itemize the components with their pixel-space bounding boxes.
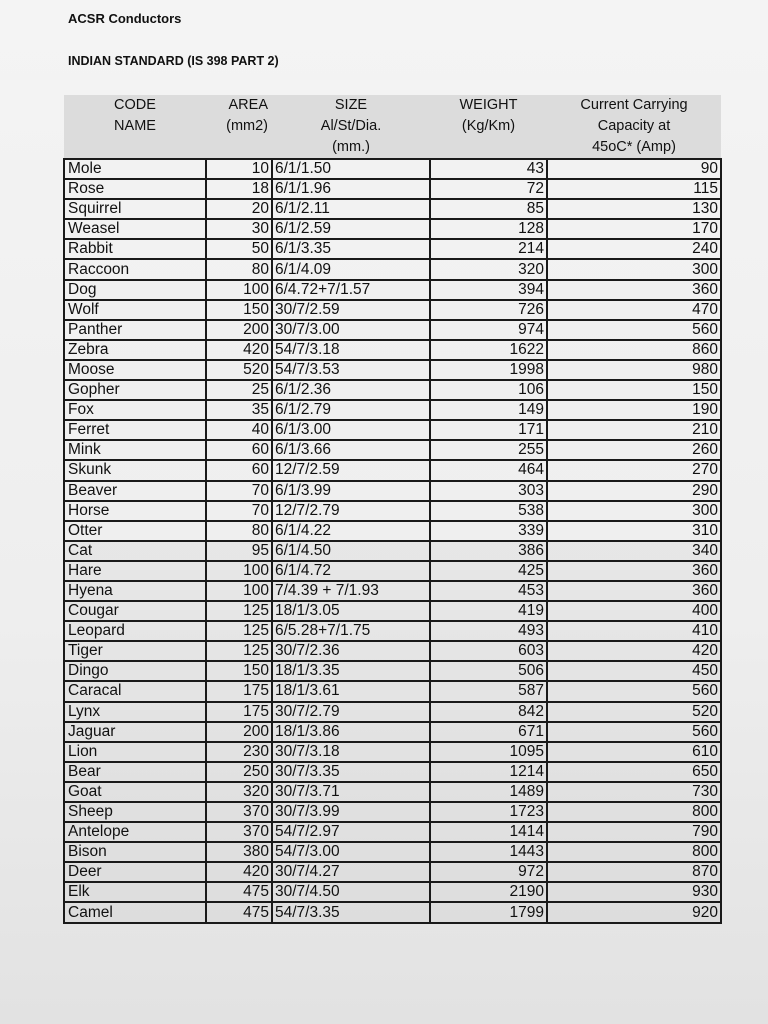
code-name-cell: Caracal (64, 681, 206, 701)
area-cell: 230 (206, 742, 272, 762)
code-name-cell: Lion (64, 742, 206, 762)
table-row (64, 521, 721, 541)
size-cell: 6/1/4.72 (272, 561, 430, 581)
code-name-cell: Dog (64, 280, 206, 300)
weight-cell: 1095 (430, 742, 547, 762)
size-cell: 6/5.28+7/1.75 (272, 621, 430, 641)
size-cell: 12/7/2.59 (272, 460, 430, 480)
table-row (64, 400, 721, 420)
conductor-table (63, 95, 722, 924)
current-capacity-cell: 860 (547, 340, 721, 360)
area-cell: 40 (206, 420, 272, 440)
area-cell: 95 (206, 541, 272, 561)
current-capacity-cell: 560 (547, 681, 721, 701)
area-cell: 370 (206, 802, 272, 822)
weight-cell: 1214 (430, 762, 547, 782)
area-cell: 200 (206, 722, 272, 742)
weight-cell: 320 (430, 259, 547, 279)
table-row (64, 581, 721, 601)
conductor-table-container (63, 95, 720, 924)
area-cell: 250 (206, 762, 272, 782)
size-cell: 6/4.72+7/1.57 (272, 280, 430, 300)
size-cell: 54/7/3.18 (272, 340, 430, 360)
area-cell: 475 (206, 882, 272, 902)
table-row (64, 219, 721, 239)
size-cell: 6/1/4.50 (272, 541, 430, 561)
table-row (64, 460, 721, 480)
weight-cell: 1489 (430, 782, 547, 802)
current-capacity-cell: 300 (547, 501, 721, 521)
table-row (64, 280, 721, 300)
code-name-cell: Goat (64, 782, 206, 802)
weight-cell: 72 (430, 179, 547, 199)
current-capacity-cell: 410 (547, 621, 721, 641)
table-row (64, 782, 721, 802)
size-cell: 6/1/3.00 (272, 420, 430, 440)
code-name-cell: Rose (64, 179, 206, 199)
table-row (64, 862, 721, 882)
size-cell: 18/1/3.35 (272, 661, 430, 681)
size-cell: 30/7/4.27 (272, 862, 430, 882)
area-cell: 20 (206, 199, 272, 219)
code-name-cell: Bear (64, 762, 206, 782)
weight-cell: 149 (430, 400, 547, 420)
code-name-cell: Skunk (64, 460, 206, 480)
weight-cell: 303 (430, 481, 547, 501)
area-cell: 50 (206, 239, 272, 259)
code-name-cell: Weasel (64, 219, 206, 239)
size-cell: 6/1/2.79 (272, 400, 430, 420)
size-cell: 54/7/2.97 (272, 822, 430, 842)
weight-cell: 671 (430, 722, 547, 742)
current-capacity-cell: 115 (547, 179, 721, 199)
table-row (64, 621, 721, 641)
current-capacity-cell: 470 (547, 300, 721, 320)
size-cell: 18/1/3.86 (272, 722, 430, 742)
code-name-cell: Bison (64, 842, 206, 862)
current-capacity-cell: 560 (547, 722, 721, 742)
size-cell: 7/4.39 + 7/1.93 (272, 581, 430, 601)
code-name-cell: Horse (64, 501, 206, 521)
code-name-cell: Jaguar (64, 722, 206, 742)
area-cell: 10 (206, 159, 272, 179)
current-capacity-cell: 240 (547, 239, 721, 259)
size-cell: 54/7/3.00 (272, 842, 430, 862)
current-capacity-cell: 450 (547, 661, 721, 681)
weight-cell: 43 (430, 159, 547, 179)
current-capacity-cell: 360 (547, 280, 721, 300)
table-row (64, 199, 721, 219)
code-name-cell: Wolf (64, 300, 206, 320)
current-capacity-cell: 260 (547, 440, 721, 460)
area-cell: 125 (206, 621, 272, 641)
current-capacity-cell: 520 (547, 702, 721, 722)
current-capacity-cell: 560 (547, 320, 721, 340)
weight-cell: 726 (430, 300, 547, 320)
size-cell: 6/1/2.59 (272, 219, 430, 239)
code-name-cell: Fox (64, 400, 206, 420)
size-cell: 6/1/1.50 (272, 159, 430, 179)
code-name-cell: Camel (64, 902, 206, 922)
size-cell: 6/1/3.99 (272, 481, 430, 501)
area-cell: 370 (206, 822, 272, 842)
current-capacity-cell: 920 (547, 902, 721, 922)
current-capacity-cell: 90 (547, 159, 721, 179)
header-code-name: CODE NAME (64, 95, 206, 159)
area-cell: 150 (206, 300, 272, 320)
size-cell: 18/1/3.61 (272, 681, 430, 701)
area-cell: 150 (206, 661, 272, 681)
current-capacity-cell: 420 (547, 641, 721, 661)
current-capacity-cell: 650 (547, 762, 721, 782)
area-cell: 100 (206, 561, 272, 581)
code-name-cell: Squirrel (64, 199, 206, 219)
current-capacity-cell: 360 (547, 561, 721, 581)
table-row (64, 360, 721, 380)
area-cell: 380 (206, 842, 272, 862)
header-area: AREA (mm2) (206, 95, 272, 159)
weight-cell: 842 (430, 702, 547, 722)
table-row (64, 762, 721, 782)
current-capacity-cell: 610 (547, 742, 721, 762)
table-header (64, 95, 721, 159)
size-cell: 18/1/3.05 (272, 601, 430, 621)
weight-cell: 1622 (430, 340, 547, 360)
size-cell: 54/7/3.35 (272, 902, 430, 922)
current-capacity-cell: 340 (547, 541, 721, 561)
header-size: SIZE Al/St/Dia. (mm.) (272, 95, 430, 159)
area-cell: 18 (206, 179, 272, 199)
weight-cell: 171 (430, 420, 547, 440)
code-name-cell: Gopher (64, 380, 206, 400)
weight-cell: 255 (430, 440, 547, 460)
code-name-cell: Deer (64, 862, 206, 882)
area-cell: 100 (206, 581, 272, 601)
header-current-capacity: Current Carrying Capacity at 45oC* (Amp) (547, 95, 721, 159)
table-row (64, 159, 721, 179)
code-name-cell: Mole (64, 159, 206, 179)
table-row (64, 380, 721, 400)
current-capacity-cell: 300 (547, 259, 721, 279)
size-cell: 6/1/2.36 (272, 380, 430, 400)
table-row (64, 541, 721, 561)
table-row (64, 259, 721, 279)
weight-cell: 1443 (430, 842, 547, 862)
table-row (64, 340, 721, 360)
size-cell: 30/7/2.79 (272, 702, 430, 722)
table-row (64, 420, 721, 440)
size-cell: 30/7/3.18 (272, 742, 430, 762)
weight-cell: 538 (430, 501, 547, 521)
code-name-cell: Sheep (64, 802, 206, 822)
current-capacity-cell: 310 (547, 521, 721, 541)
area-cell: 200 (206, 320, 272, 340)
code-name-cell: Lynx (64, 702, 206, 722)
code-name-cell: Zebra (64, 340, 206, 360)
code-name-cell: Leopard (64, 621, 206, 641)
table-row (64, 802, 721, 822)
size-cell: 6/1/4.22 (272, 521, 430, 541)
table-body (64, 159, 721, 923)
area-cell: 175 (206, 702, 272, 722)
table-row (64, 239, 721, 259)
code-name-cell: Panther (64, 320, 206, 340)
weight-cell: 974 (430, 320, 547, 340)
size-cell: 30/7/2.36 (272, 641, 430, 661)
area-cell: 475 (206, 902, 272, 922)
size-cell: 6/1/3.66 (272, 440, 430, 460)
weight-cell: 972 (430, 862, 547, 882)
weight-cell: 419 (430, 601, 547, 621)
weight-cell: 493 (430, 621, 547, 641)
table-row (64, 440, 721, 460)
weight-cell: 506 (430, 661, 547, 681)
area-cell: 30 (206, 219, 272, 239)
table-row (64, 481, 721, 501)
current-capacity-cell: 790 (547, 822, 721, 842)
table-row (64, 641, 721, 661)
header-weight: WEIGHT (Kg/Km) (430, 95, 547, 159)
table-row (64, 742, 721, 762)
code-name-cell: Ferret (64, 420, 206, 440)
code-name-cell: Tiger (64, 641, 206, 661)
area-cell: 70 (206, 501, 272, 521)
weight-cell: 106 (430, 380, 547, 400)
table-row (64, 842, 721, 862)
area-cell: 520 (206, 360, 272, 380)
weight-cell: 128 (430, 219, 547, 239)
area-cell: 70 (206, 481, 272, 501)
code-name-cell: Antelope (64, 822, 206, 842)
current-capacity-cell: 290 (547, 481, 721, 501)
code-name-cell: Raccoon (64, 259, 206, 279)
area-cell: 420 (206, 862, 272, 882)
current-capacity-cell: 170 (547, 219, 721, 239)
current-capacity-cell: 150 (547, 380, 721, 400)
current-capacity-cell: 270 (547, 460, 721, 480)
area-cell: 80 (206, 521, 272, 541)
size-cell: 6/1/4.09 (272, 259, 430, 279)
current-capacity-cell: 870 (547, 862, 721, 882)
weight-cell: 603 (430, 641, 547, 661)
code-name-cell: Beaver (64, 481, 206, 501)
code-name-cell: Dingo (64, 661, 206, 681)
table-row (64, 681, 721, 701)
area-cell: 100 (206, 280, 272, 300)
code-name-cell: Moose (64, 360, 206, 380)
area-cell: 125 (206, 641, 272, 661)
area-cell: 175 (206, 681, 272, 701)
table-row (64, 601, 721, 621)
area-cell: 125 (206, 601, 272, 621)
table-row (64, 320, 721, 340)
weight-cell: 1414 (430, 822, 547, 842)
table-row (64, 179, 721, 199)
table-row (64, 722, 721, 742)
weight-cell: 1723 (430, 802, 547, 822)
weight-cell: 1799 (430, 902, 547, 922)
area-cell: 420 (206, 340, 272, 360)
area-cell: 80 (206, 259, 272, 279)
area-cell: 35 (206, 400, 272, 420)
document-title: ACSR Conductors (68, 11, 182, 26)
document-subtitle: INDIAN STANDARD (IS 398 PART 2) (68, 54, 279, 68)
weight-cell: 386 (430, 541, 547, 561)
table-row (64, 300, 721, 320)
size-cell: 6/1/3.35 (272, 239, 430, 259)
code-name-cell: Cougar (64, 601, 206, 621)
size-cell: 30/7/3.99 (272, 802, 430, 822)
weight-cell: 425 (430, 561, 547, 581)
code-name-cell: Rabbit (64, 239, 206, 259)
table-row (64, 702, 721, 722)
weight-cell: 394 (430, 280, 547, 300)
current-capacity-cell: 980 (547, 360, 721, 380)
weight-cell: 1998 (430, 360, 547, 380)
area-cell: 320 (206, 782, 272, 802)
table-row (64, 902, 721, 922)
table-row (64, 822, 721, 842)
size-cell: 30/7/3.00 (272, 320, 430, 340)
weight-cell: 2190 (430, 882, 547, 902)
current-capacity-cell: 930 (547, 882, 721, 902)
size-cell: 6/1/2.11 (272, 199, 430, 219)
code-name-cell: Otter (64, 521, 206, 541)
current-capacity-cell: 400 (547, 601, 721, 621)
area-cell: 60 (206, 460, 272, 480)
table-row (64, 501, 721, 521)
size-cell: 30/7/2.59 (272, 300, 430, 320)
current-capacity-cell: 190 (547, 400, 721, 420)
table-row (64, 661, 721, 681)
current-capacity-cell: 210 (547, 420, 721, 440)
weight-cell: 85 (430, 199, 547, 219)
code-name-cell: Hare (64, 561, 206, 581)
size-cell: 54/7/3.53 (272, 360, 430, 380)
size-cell: 30/7/4.50 (272, 882, 430, 902)
weight-cell: 464 (430, 460, 547, 480)
current-capacity-cell: 800 (547, 802, 721, 822)
area-cell: 60 (206, 440, 272, 460)
size-cell: 30/7/3.71 (272, 782, 430, 802)
size-cell: 6/1/1.96 (272, 179, 430, 199)
current-capacity-cell: 800 (547, 842, 721, 862)
weight-cell: 214 (430, 239, 547, 259)
current-capacity-cell: 360 (547, 581, 721, 601)
code-name-cell: Cat (64, 541, 206, 561)
table-row (64, 561, 721, 581)
code-name-cell: Elk (64, 882, 206, 902)
weight-cell: 339 (430, 521, 547, 541)
code-name-cell: Hyena (64, 581, 206, 601)
size-cell: 12/7/2.79 (272, 501, 430, 521)
current-capacity-cell: 130 (547, 199, 721, 219)
code-name-cell: Mink (64, 440, 206, 460)
table-row (64, 882, 721, 902)
current-capacity-cell: 730 (547, 782, 721, 802)
area-cell: 25 (206, 380, 272, 400)
size-cell: 30/7/3.35 (272, 762, 430, 782)
weight-cell: 587 (430, 681, 547, 701)
weight-cell: 453 (430, 581, 547, 601)
